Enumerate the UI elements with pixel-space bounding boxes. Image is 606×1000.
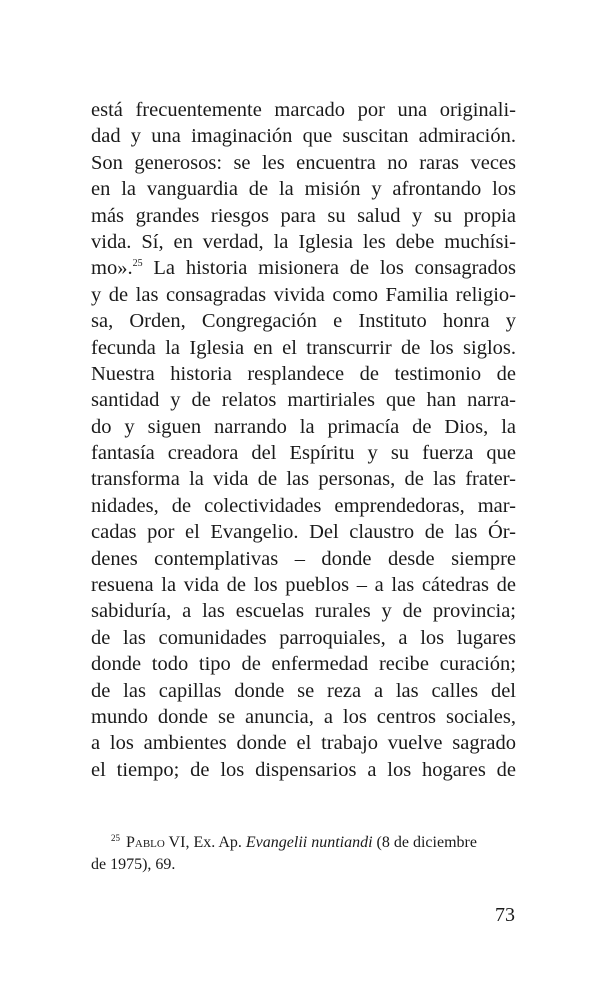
text-line: más grandes riesgos para su salud y su propia — [91, 204, 516, 227]
text-line: está frecuentemente marcado por una originali- — [91, 99, 516, 121]
text-fragment: (8 de diciembre — [372, 834, 477, 851]
text-line: mundo donde se anuncia, a los centros sociales, — [91, 705, 516, 728]
text-line: sabiduría, a las escuelas rurales y de provincia; — [91, 600, 516, 623]
text-line: de las comunidades parroquiales, a los lugares — [91, 626, 516, 649]
text-line: santidad y de relatos martiriales que han narra- — [91, 389, 516, 412]
text-line: Son generosos: se les encuentra no raras veces — [91, 151, 516, 174]
text-line: de las capillas donde se reza a las calles del — [91, 679, 516, 702]
footnote-line: de 1975), 69. — [91, 856, 176, 873]
text-line: a los ambientes donde el trabajo vuelve sagrado — [91, 732, 516, 755]
footnote-number: 25 — [111, 832, 120, 843]
page-number: 73 — [495, 904, 515, 926]
text-line: fecunda la Iglesia en el transcurrir de los siglos. — [91, 336, 516, 359]
text-line: dad y una imaginación que suscitan admiración. — [91, 125, 516, 148]
footnote-author: Pablo VI — [126, 834, 186, 851]
text-line: denes contemplativas – donde desde siempre — [91, 547, 516, 570]
text-line: fantasía creadora del Espíritu y su fuerza que — [91, 442, 516, 465]
text-line: donde todo tipo de enfermedad recibe curación; — [91, 653, 516, 676]
text-line: en la vanguardia de la misión y afrontando los — [91, 178, 516, 201]
body-paragraph — [91, 97, 516, 783]
footnote-line — [91, 832, 516, 854]
text-line: resuena la vida de los pueblos – a las cátedras de — [91, 574, 516, 597]
text-line: do y siguen narrando la primacía de Dios, la — [91, 415, 516, 438]
text-fragment: , Ex. Ap. — [185, 834, 246, 851]
footnote-title: Evangelii nuntiandi — [245, 834, 373, 851]
text-line: cadas por el Evangelio. Del claustro de las Ór- — [91, 521, 516, 544]
footnote-reference[interactable]: 25 — [132, 258, 143, 270]
text-line: transforma la vida de las personas, de las frater- — [91, 468, 516, 491]
text-line: y de las consagradas vivida como Familia religio- — [91, 283, 516, 306]
text-line: nidades, de colectividades emprendedoras, mar- — [91, 494, 516, 517]
text-line: vida. Sí, en verdad, la Iglesia les debe muchísi- — [91, 230, 516, 253]
text-line: sa, Orden, Congregación e Instituto honra y — [91, 310, 516, 333]
text-fragment: mo». — [91, 257, 133, 280]
footnote — [91, 832, 516, 876]
text-line-with-footnote-ref — [91, 255, 516, 281]
text-line: Nuestra historia resplandece de testimonio de — [91, 362, 516, 385]
text-line: el tiempo; de los dispensarios a los hogares de — [91, 758, 516, 781]
text-fragment: La historia misionera de los consagrados — [153, 257, 516, 280]
